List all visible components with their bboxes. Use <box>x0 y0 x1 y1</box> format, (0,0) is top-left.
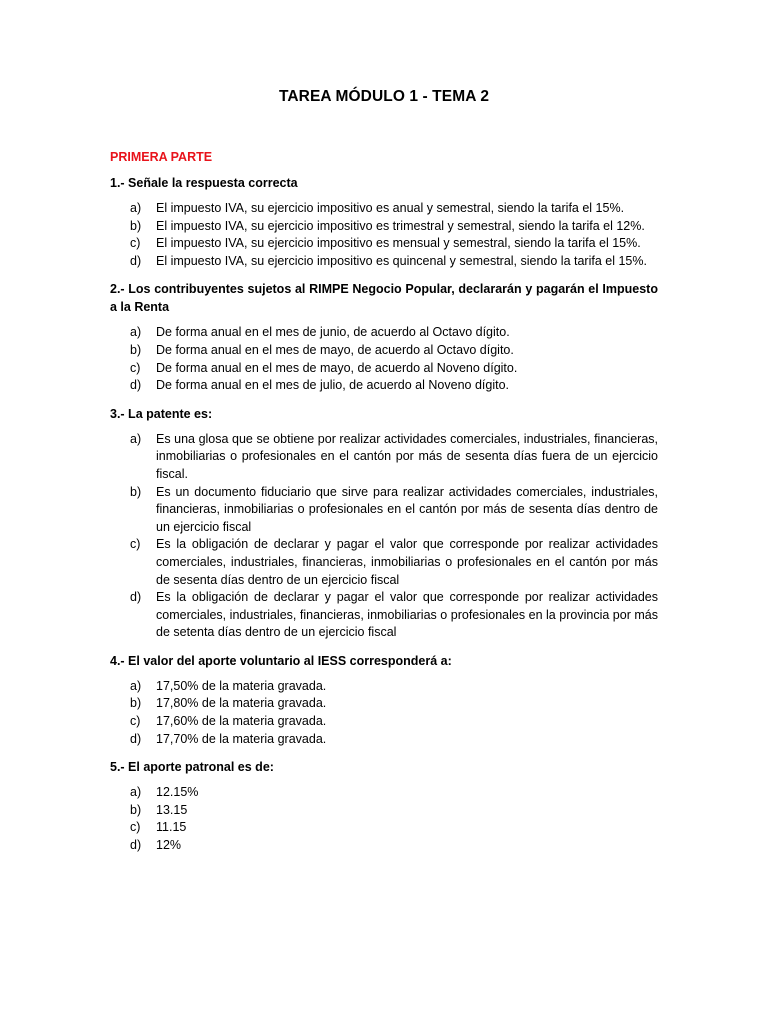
option-item <box>110 731 658 749</box>
option-item <box>110 342 658 360</box>
option-item <box>110 837 658 855</box>
option-letter: c) <box>130 537 141 552</box>
option-letter: b) <box>130 696 142 711</box>
option-item <box>110 200 658 218</box>
option-text: Es la obligación de declarar y pagar el valor que corresponde por realizar actividades comerciales, industriales, financieras, inmobiliarias o profesionales en la provincia por más de setenta días dentro de un ejercicio fiscal <box>156 590 658 640</box>
option-item <box>110 324 658 342</box>
option-letter: a) <box>130 785 142 800</box>
option-list <box>110 678 658 748</box>
option-text: Es una glosa que se obtiene por realizar actividades comerciales, industriales, financieras, inmobiliarias o profesionales en el cantón por más de sesenta días fuera de un ejercicio fiscal. <box>156 431 658 481</box>
question-text: 4.- El valor del aporte voluntario al IESS corresponderá a: <box>110 653 452 668</box>
option-letter: a) <box>130 325 142 340</box>
option-item <box>110 431 658 484</box>
option-item <box>110 377 658 395</box>
option-text: 11.15 <box>156 820 187 835</box>
option-text: Es la obligación de declarar y pagar el valor que corresponde por realizar actividades comerciales, industriales, financieras, inmobiliarias o profesionales en el cantón por más de sesenta días dentro de un ejercicio fiscal <box>156 537 658 587</box>
option-letter: b) <box>130 342 142 357</box>
option-text: 12.15% <box>156 785 199 800</box>
option-letter: d) <box>130 590 142 605</box>
option-text: El impuesto IVA, su ejercicio impositivo es trimestral y semestral, siendo la tarifa el 12%. <box>156 218 645 233</box>
option-item <box>110 678 658 696</box>
option-item <box>110 695 658 713</box>
option-text: De forma anual en el mes de julio, de acuerdo al Noveno dígito. <box>156 378 509 393</box>
option-letter: a) <box>130 678 142 693</box>
option-text: De forma anual en el mes de mayo, de acuerdo al Noveno dígito. <box>156 360 518 375</box>
option-list <box>110 324 658 394</box>
option-text: Es un documento fiduciario que sirve para realizar actividades comerciales, industriales, financieras, inmobiliarias o profesionales en el cantón por más de sesenta días dentro de un ejercicio fiscal <box>156 484 658 534</box>
option-text: 17,60% de la materia gravada. <box>156 714 327 729</box>
option-letter: d) <box>130 838 142 853</box>
option-text: El impuesto IVA, su ejercicio impositivo es quincenal y semestral, siendo la tarifa el 15%. <box>156 253 647 268</box>
option-letter: b) <box>130 802 142 817</box>
option-list <box>110 431 658 642</box>
option-item <box>110 802 658 820</box>
option-text: 13.15 <box>156 802 188 817</box>
option-text: De forma anual en el mes de junio, de acuerdo al Octavo dígito. <box>156 325 510 340</box>
option-text: 17,50% de la materia gravada. <box>156 678 327 693</box>
document-title: TAREA MÓDULO 1 - TEMA 2 <box>278 88 490 105</box>
question-5 <box>110 758 658 854</box>
question-1 <box>110 174 658 270</box>
option-letter: d) <box>130 253 142 268</box>
option-text: 17,80% de la materia gravada. <box>156 696 327 711</box>
option-text: El impuesto IVA, su ejercicio impositivo es anual y semestral, siendo la tarifa el 15%. <box>156 201 625 215</box>
document-page <box>110 88 658 865</box>
option-list <box>110 200 658 270</box>
option-letter: c) <box>130 714 141 729</box>
option-text: De forma anual en el mes de mayo, de acuerdo al Octavo dígito. <box>156 342 514 357</box>
question-text: 2.- Los contribuyentes sujetos al RIMPE Negocio Popular, declararán y pagarán el Impuesto a la Renta <box>110 282 658 315</box>
question-text: 1.- Señale la respuesta correcta <box>110 176 298 190</box>
option-list <box>110 784 658 854</box>
question-text: 3.- La patente es: <box>110 406 213 421</box>
question-text: 5.- El aporte patronal es de: <box>110 760 274 775</box>
option-text: 12% <box>156 838 182 853</box>
option-item <box>110 235 658 253</box>
option-letter: c) <box>130 236 141 251</box>
option-letter: d) <box>130 378 142 393</box>
section-heading: PRIMERA PARTE <box>110 150 213 164</box>
option-item <box>110 484 658 537</box>
question-4 <box>110 652 658 748</box>
option-item <box>110 784 658 802</box>
option-letter: b) <box>130 484 142 499</box>
option-item <box>110 713 658 731</box>
option-letter: b) <box>130 218 142 233</box>
option-item <box>110 819 658 837</box>
option-letter: d) <box>130 731 142 746</box>
question-3 <box>110 405 658 642</box>
option-text: 17,70% de la materia gravada. <box>156 731 327 746</box>
option-item <box>110 589 658 642</box>
option-letter: c) <box>130 360 141 375</box>
question-2 <box>110 280 658 394</box>
option-letter: c) <box>130 820 141 835</box>
option-text: El impuesto IVA, su ejercicio impositivo es mensual y semestral, siendo la tarifa el 15%. <box>156 236 641 251</box>
option-letter: a) <box>130 431 142 446</box>
option-item <box>110 360 658 378</box>
option-item <box>110 536 658 589</box>
option-item <box>110 253 658 271</box>
option-letter: a) <box>130 201 142 215</box>
option-item <box>110 218 658 236</box>
